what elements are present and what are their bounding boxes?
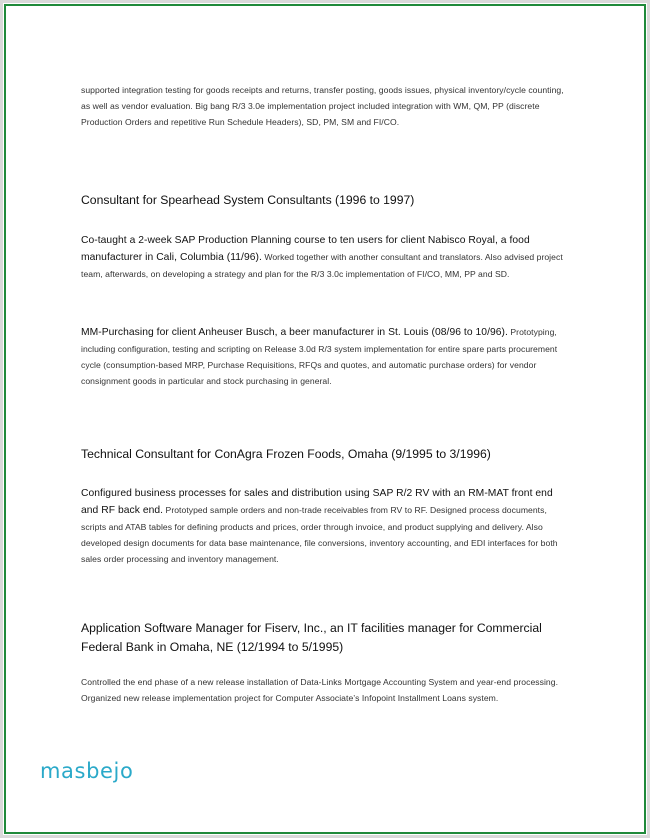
entry-nabisco: [81, 232, 571, 282]
section-heading-fiserv: Application Software Manager for Fiserv, Inc., an IT facilities manager for Commercial Federal Bank in Omaha, NE (12/1994 to 5/1995): [81, 621, 542, 654]
entry-fiserv: [81, 674, 571, 706]
entry-body: Worked together with another consultant and translators. Also advised project team, afterwards, on developing a strategy and plan for the R/3 3.0c implementation of FI/CO, MM, PP and SD.: [81, 252, 563, 279]
entry-lead: Configured business processes for sales and distribution using SAP R/2 RV with an RM-MAT front end and RF back end.: [81, 488, 553, 516]
entry-conagra: [81, 485, 571, 567]
entry-body: Controlled the end phase of a new release installation of Data-Links Mortgage Accounting System and year-end processing. Organized new release implementation project for Computer Associate’s Infopoint Installment Loans system.: [81, 677, 559, 703]
entry-body: Prototyping, including configuration, testing and scripting on Release 3.0d R/3 system implementation for entire spare parts procurement cycle (consumption-based MRP, Purchase Requisitions, RFQs and quotes, and automatic purchase orders) for vendor consignment goods in particular and stock purchasing in general.: [81, 327, 558, 386]
entry-anheuser-busch: [81, 324, 571, 389]
masbejo-watermark-logo: masbejo: [40, 759, 134, 783]
intro-paragraph: supported integration testing for goods receipts and returns, transfer posting, goods issues, physical inventory/cycle counting, as well as vendor evaluation. Big bang R/3 3.0e implementation project included integration with WM, QM, PP (discrete Production Orders and repetitive Run Schedule Headers), SD, PM, SM and FI/CO.: [81, 85, 564, 127]
section-heading-spearhead: Consultant for Spearhead System Consultants (1996 to 1997): [81, 193, 415, 207]
entry-lead: MM-Purchasing for client Anheuser Busch, a beer manufacturer in St. Louis (08/96 to 10/96).: [81, 327, 508, 338]
section-heading-conagra: Technical Consultant for ConAgra Frozen Foods, Omaha (9/1995 to 3/1996): [81, 447, 491, 461]
entry-lead: Co-taught a 2-week SAP Production Planning course to ten users for client Nabisco Royal, a food manufacturer in Cali, Columbia (11/96).: [81, 235, 530, 263]
entry-body: Prototyped sample orders and non-trade receivables from RV to RF. Designed process documents, scripts and ATAB tables for defining products and prices, order through invoice, and product supplying and delivery. Also developed design documents for data base maintenance, file conversions, inventory accounting, and EDI interfaces for both sales order processing and inventory management.: [81, 505, 558, 564]
document-page: [7, 7, 643, 831]
